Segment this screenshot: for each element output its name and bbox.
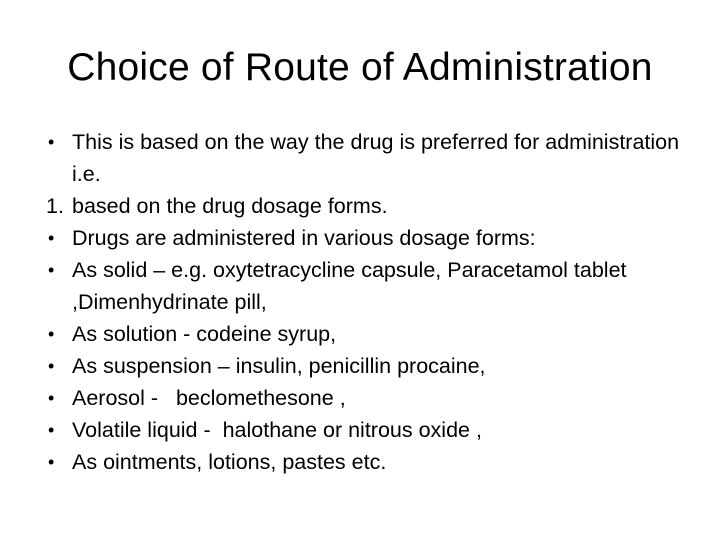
list-item-text: Volatile liquid - halothane or nitrous oxide , (72, 418, 482, 442)
bullet-list (46, 126, 686, 478)
bullet-marker: • (48, 324, 55, 344)
bullet-marker: • (48, 228, 55, 248)
bullet-marker: • (48, 420, 55, 440)
list-item (46, 222, 686, 254)
list-item (46, 126, 686, 190)
list-item-text: based on the drug dosage forms. (72, 194, 388, 218)
list-item (46, 190, 686, 222)
bullet-marker: • (48, 452, 55, 472)
bullet-marker: • (48, 388, 55, 408)
list-item (46, 414, 686, 446)
bullet-marker: • (48, 260, 55, 280)
list-item (46, 350, 686, 382)
bullet-marker: • (48, 356, 55, 376)
slide-title: Choice of Route of Administration (67, 46, 653, 89)
list-item (46, 254, 686, 318)
list-item-text: Aerosol - beclomethesone , (72, 386, 346, 410)
list-item-text: As solution - codeine syrup, (72, 322, 337, 346)
list-item (46, 318, 686, 350)
list-item-text: As suspension – insulin, penicillin procaine, (72, 354, 486, 378)
list-item-text: Drugs are administered in various dosage forms: (72, 226, 536, 250)
list-item-text: As ointments, lotions, pastes etc. (72, 450, 387, 474)
list-item (46, 446, 686, 478)
list-item-text: This is based on the way the drug is preferred for administration i.e. (72, 130, 680, 186)
list-item-text: As solid – e.g. oxytetracycline capsule, Paracetamol tablet ,Dimenhydrinate pill, (72, 258, 627, 314)
list-item (46, 382, 686, 414)
bullet-marker: • (48, 132, 55, 152)
number-marker: 1. (46, 194, 64, 218)
